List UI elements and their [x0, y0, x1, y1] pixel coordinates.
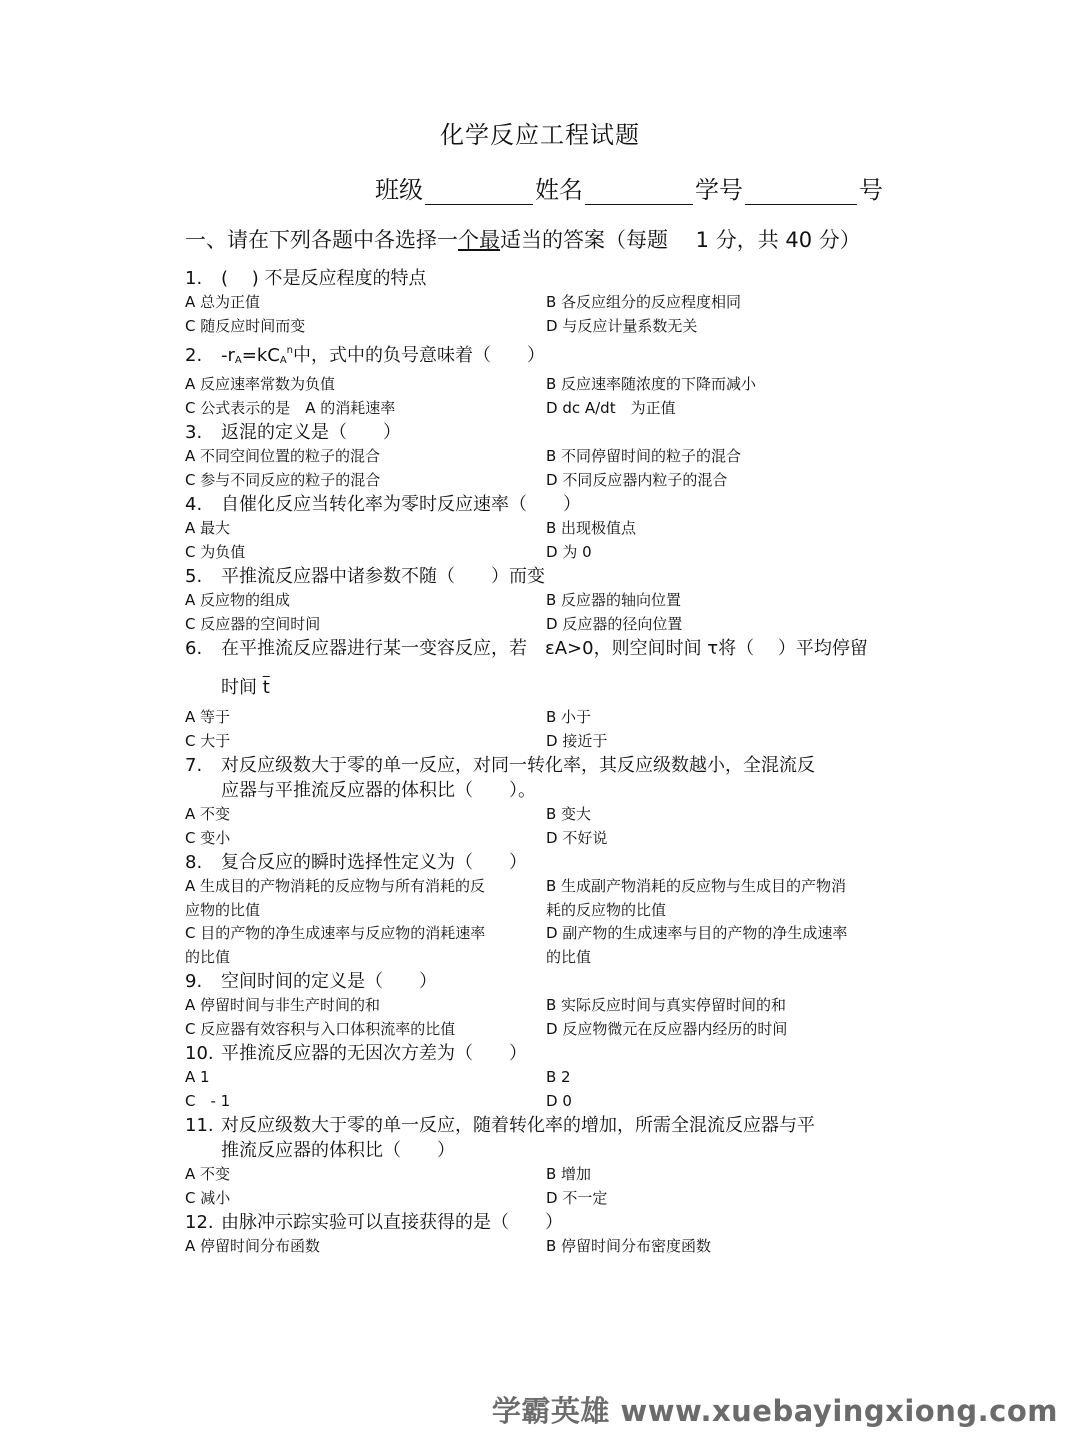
question-text: 由脉冲示踪实验可以直接获得的是（ ）: [221, 1212, 563, 1233]
question-number: 3.: [185, 422, 203, 443]
option-b[interactable]: B 不同停留时间的粒子的混合: [546, 447, 742, 465]
question-number: 12.: [185, 1212, 214, 1233]
formula-subscript: A: [279, 355, 287, 366]
question-2-options: [185, 373, 905, 420]
question-7-options: [185, 803, 905, 850]
question-text: 时间: [221, 677, 257, 698]
option-a[interactable]: A 总为正值: [185, 293, 261, 311]
number-label: 号: [859, 176, 883, 204]
student-id-blank[interactable]: [745, 178, 857, 205]
question-6-continuation: [185, 675, 905, 700]
question-number: 2.: [185, 345, 203, 366]
question-number: 5.: [185, 566, 203, 587]
question-8: [185, 850, 905, 875]
question-number: 1.: [185, 268, 203, 289]
option-b[interactable]: B 各反应组分的反应程度相同: [546, 293, 742, 311]
option-d[interactable]: D 接近于: [546, 731, 608, 750]
student-info-line: [375, 170, 883, 205]
question-4: [185, 492, 905, 517]
watermark-text: 学霸英雄 www.xuebayingxiong.com: [491, 1394, 1058, 1428]
option-c[interactable]: C 变小: [185, 828, 231, 847]
formula-kc: =kC: [241, 345, 280, 366]
question-text: 平推流反应器的无因次方差为（ ）: [221, 1043, 527, 1064]
question-8-options: [185, 875, 905, 969]
question-text: 对反应级数大于零的单一反应，随着转化率的增加，所需全混流反应器与平: [221, 1115, 815, 1136]
option-d[interactable]: D 为 0: [546, 542, 592, 561]
option-a[interactable]: A 不变: [185, 805, 231, 823]
option-c[interactable]: C - 1: [185, 1091, 231, 1110]
option-b[interactable]: B 变大: [546, 805, 592, 823]
option-a[interactable]: A 反应速率常数为负值: [185, 375, 336, 393]
question-2: [185, 338, 905, 373]
option-b[interactable]: B 小于: [546, 708, 592, 726]
question-number: 7.: [185, 755, 203, 776]
name-blank[interactable]: [585, 178, 693, 205]
question-5-options: [185, 589, 905, 636]
option-b[interactable]: B 实际反应时间与真实停留时间的和: [546, 996, 787, 1014]
question-text-continuation: 推流反应器的体积比（ ）: [221, 1140, 455, 1161]
question-text: 自催化反应当转化率为零时反应速率（ ）: [221, 494, 581, 515]
question-10-options: [185, 1066, 905, 1113]
section-heading-underlined: 个最: [458, 228, 500, 252]
question-12-options: [185, 1235, 905, 1259]
option-a[interactable]: A 反应物的组成: [185, 591, 291, 609]
question-number: 6.: [185, 638, 203, 659]
question-list: [185, 266, 905, 1259]
question-text-continuation: 应器与平推流反应器的体积比（ ）。: [221, 780, 536, 801]
class-blank[interactable]: [425, 178, 533, 205]
section-heading: [185, 224, 861, 254]
option-b[interactable]: B 生成副产物消耗的反应物与生成目的产物消耗的反应物的比值: [546, 877, 847, 919]
option-a[interactable]: A 停留时间分布函数: [185, 1237, 321, 1255]
option-d[interactable]: D 不同反应器内粒子的混合: [546, 470, 728, 489]
question-6: [185, 636, 905, 661]
option-c[interactable]: C 随反应时间而变: [185, 316, 306, 335]
option-d[interactable]: D 不一定: [546, 1188, 608, 1207]
question-9-options: [185, 994, 905, 1041]
option-a[interactable]: A 生成目的产物消耗的反应物与所有消耗的反应物的比值: [185, 877, 486, 919]
name-label: 姓名: [535, 176, 583, 204]
question-text: 在平推流反应器进行某一变容反应，若 εA>0，则空间时间 τ将（ ）平均停留: [221, 638, 868, 659]
question-7: [185, 753, 905, 803]
option-d[interactable]: D 与反应计量系数无关: [546, 316, 698, 335]
option-b[interactable]: B 反应器的轴向位置: [546, 591, 682, 609]
mean-residence-time-symbol: $\overline{t}$: [262, 677, 270, 698]
option-a[interactable]: A 等于: [185, 708, 231, 726]
option-b[interactable]: B 增加: [546, 1165, 592, 1183]
option-d[interactable]: D dc A/dt 为正值: [546, 398, 676, 417]
question-4-options: [185, 517, 905, 564]
option-c[interactable]: C 大于: [185, 731, 231, 750]
question-12: [185, 1210, 905, 1235]
option-d[interactable]: D 反应物微元在反应器内经历的时间: [546, 1019, 788, 1038]
option-c[interactable]: C 减小: [185, 1188, 231, 1207]
option-b[interactable]: B 2: [546, 1068, 571, 1086]
option-c[interactable]: C 反应器的空间时间: [185, 614, 321, 633]
option-d[interactable]: D 副产物的生成速率与目的产物的净生成速率的比值: [546, 924, 848, 966]
option-c[interactable]: C 反应器有效容积与入口体积流率的比值: [185, 1019, 456, 1038]
question-text: 返混的定义是（ ）: [221, 422, 401, 443]
page-title: 化学反应工程试题: [440, 121, 640, 149]
question-text: 空间时间的定义是（ ）: [221, 971, 437, 992]
option-d[interactable]: D 反应器的径向位置: [546, 614, 683, 633]
question-6-options: [185, 706, 905, 753]
question-1: [185, 266, 905, 291]
question-number: 9.: [185, 971, 203, 992]
question-text: 对反应级数大于零的单一反应，对同一转化率，其反应级数越小，全混流反: [221, 755, 815, 776]
question-text: ( ) 不是反应程度的特点: [221, 268, 427, 289]
class-label: 班级: [375, 176, 423, 204]
option-c[interactable]: C 参与不同反应的粒子的混合: [185, 470, 381, 489]
question-text: 复合反应的瞬时选择性定义为（ ）: [221, 852, 527, 873]
question-number: 4.: [185, 494, 203, 515]
section-heading-text: 一、请在下列各题中各选择一: [185, 228, 458, 252]
question-10: [185, 1041, 905, 1066]
question-number: 11.: [185, 1115, 214, 1136]
formula-subscript: A: [234, 355, 242, 366]
question-3: [185, 420, 905, 445]
option-c[interactable]: C 为负值: [185, 542, 246, 561]
option-d[interactable]: D 0: [546, 1091, 572, 1110]
question-text: 平推流反应器中诸参数不随（ ）而变: [221, 566, 545, 587]
option-a[interactable]: A 不变: [185, 1165, 231, 1183]
option-b[interactable]: B 出现极值点: [546, 519, 637, 537]
option-a[interactable]: A 1: [185, 1068, 210, 1086]
question-number: 10.: [185, 1043, 214, 1064]
section-heading-text-end: 适当的答案（每题 1 分，共 40 分）: [500, 228, 861, 252]
option-c[interactable]: C 公式表示的是 A 的消耗速率: [185, 398, 396, 417]
option-b[interactable]: B 停留时间分布密度函数: [546, 1237, 712, 1255]
option-a[interactable]: A 最大: [185, 519, 231, 537]
question-11: [185, 1113, 905, 1163]
formula-superscript: n: [286, 345, 294, 356]
option-d[interactable]: D 不好说: [546, 828, 608, 847]
question-number: 8.: [185, 852, 203, 873]
option-b[interactable]: B 反应速率随浓度的下降而减小: [546, 375, 757, 393]
question-text: 中，式中的负号意味着（ ）: [293, 345, 546, 366]
student-id-label: 学号: [695, 176, 743, 204]
question-3-options: [185, 445, 905, 492]
question-9: [185, 969, 905, 994]
option-a[interactable]: A 停留时间与非生产时间的和: [185, 996, 381, 1014]
question-5: [185, 564, 905, 589]
option-c[interactable]: C 目的产物的净生成速率与反应物的消耗速率的比值: [185, 924, 486, 966]
option-a[interactable]: A 不同空间位置的粒子的混合: [185, 447, 381, 465]
formula-rate: -r: [221, 345, 235, 366]
question-1-options: [185, 291, 905, 338]
question-11-options: [185, 1163, 905, 1210]
